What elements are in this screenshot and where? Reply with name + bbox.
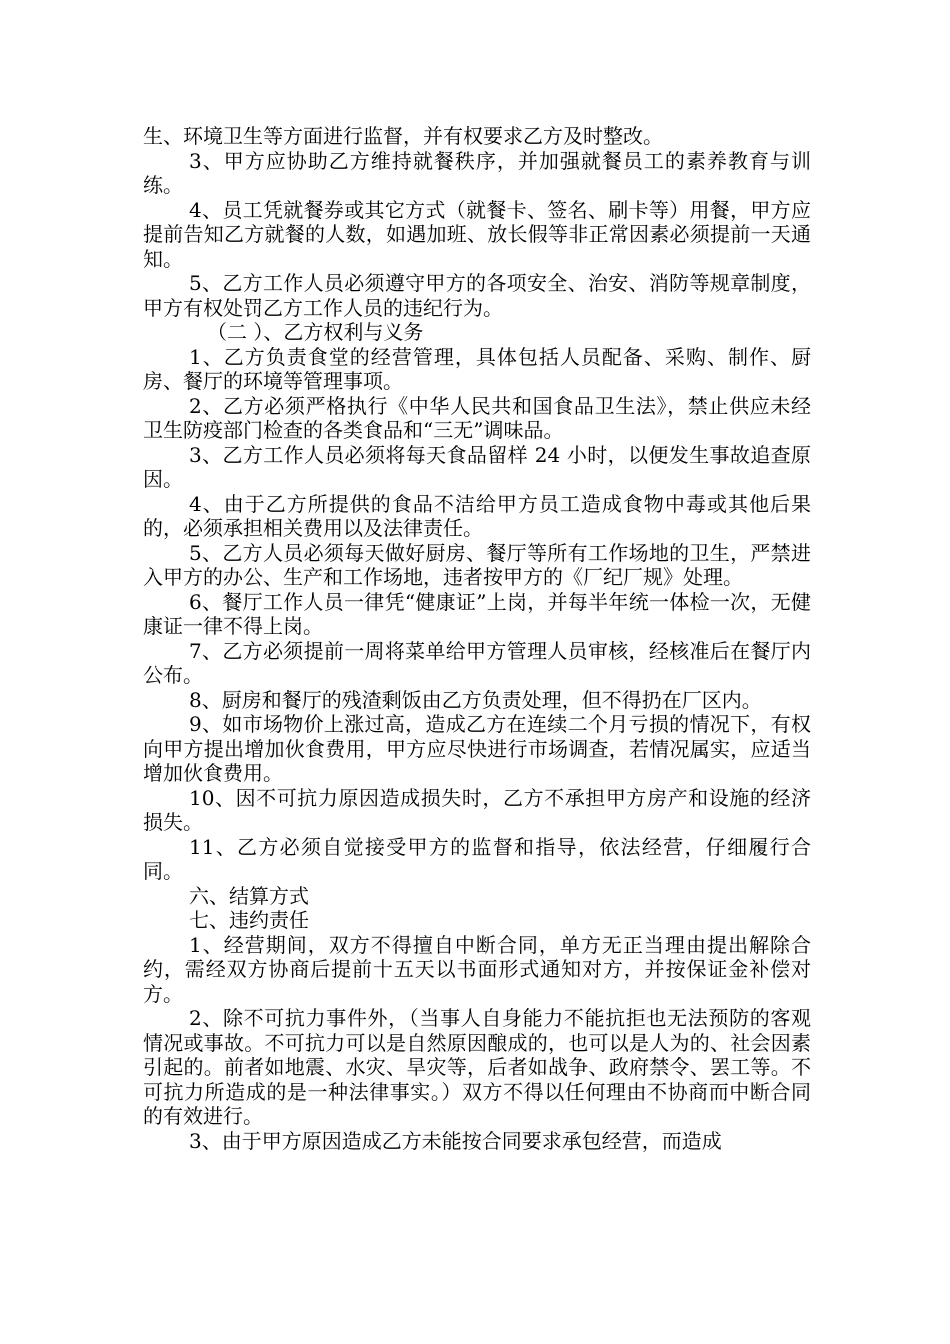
paragraph-continuation: 生、环境卫生等方面进行监督，并有权要求乙方及时整改。 (143, 124, 663, 148)
clause-a-4: 4、员工凭就餐券或其它方式（就餐卡、签名、刷卡等）用餐，甲方应提前告知乙方就餐的人数，如遇加班、放长假等非正常因素必须提前一天通知。 (143, 197, 811, 271)
clause-b-2: 2、乙方必须严格执行《中华人民共和国食品卫生法》，禁止供应未经卫生防疫部门检查的各类食品和“三无”调味品。 (143, 393, 811, 442)
document-page (143, 124, 811, 1153)
clause-b-8: 8、厨房和餐厅的残渣剩饭由乙方负责处理，但不得扔在厂区内。 (189, 687, 762, 712)
clause-b-10: 10、因不可抗力原因造成损失时，乙方不承担甲方房产和设施的经济损失。 (143, 785, 811, 834)
clause-b-11: 11、乙方必须自觉接受甲方的监督和指导，依法经营，仔细履行合同。 (143, 834, 811, 883)
section-heading-liability: 七、违约责任 (189, 908, 309, 932)
section-heading-settlement: 六、结算方式 (189, 883, 309, 908)
clause-b-3: 3、乙方工作人员必须将每天食品留样 24 小时，以便发生事故追查原因。 (143, 442, 811, 491)
clause-b-4: 4、由于乙方所提供的食品不洁给甲方员工造成食物中毒或其他后果的，必须承担相关费用以及法律责任。 (143, 491, 811, 540)
clause-a-5: 5、乙方工作人员必须遵守甲方的各项安全、治安、消防等规章制度，甲方有权处罚乙方工作人员的违纪行为。 (143, 271, 811, 320)
clause-b-1: 1、乙方负责食堂的经营管理，具体包括人员配备、采购、制作、厨房、餐厅的环境等管理事项。 (143, 344, 811, 393)
clause-b-6: 6、餐厅工作人员一律凭“健康证”上岗，并每半年统一体检一次，无健康证一律不得上岗。 (143, 589, 811, 638)
clause-b-5: 5、乙方人员必须每天做好厨房、餐厅等所有工作场地的卫生，严禁进入甲方的办公、生产和工作场地，违者按甲方的《厂纪厂规》处理。 (143, 540, 811, 589)
clause-b-7: 7、乙方必须提前一周将菜单给甲方管理人员审核，经核准后在餐厅内公布。 (143, 638, 811, 687)
clause-c-3: 3、由于甲方原因造成乙方未能按合同要求承包经营，而造成 (189, 1128, 722, 1153)
clause-c-2: 2、除不可抗力事件外，（当事人自身能力不能抗拒也无法预防的客观情况或事故。不可抗力可以是自然原因酿成的，也可以是人为的、社会因素引起的。前者如地震、水灾、旱灾等，后者如战争、政府禁令、罢工等。不可抗力所造成的是一种法律事实。）双方不得以任何理由不协商而中断合同的有效进行。 (143, 1006, 811, 1128)
section-heading-party-b: （二 ）、乙方权利与义务 (207, 320, 424, 344)
clause-c-1: 1、经营期间，双方不得擅自中断合同，单方无正当理由提出解除合约，需经双方协商后提前十五天以书面形式通知对方，并按保证金补偿对方。 (143, 932, 811, 1006)
clause-b-9: 9、如市场物价上涨过高，造成乙方在连续二个月亏损的情况下，有权向甲方提出增加伙食费用，甲方应尽快进行市场调查，若情况属实，应适当增加伙食费用。 (143, 712, 811, 785)
clause-a-3: 3、甲方应协助乙方维持就餐秩序，并加强就餐员工的素养教育与训练。 (143, 148, 811, 197)
